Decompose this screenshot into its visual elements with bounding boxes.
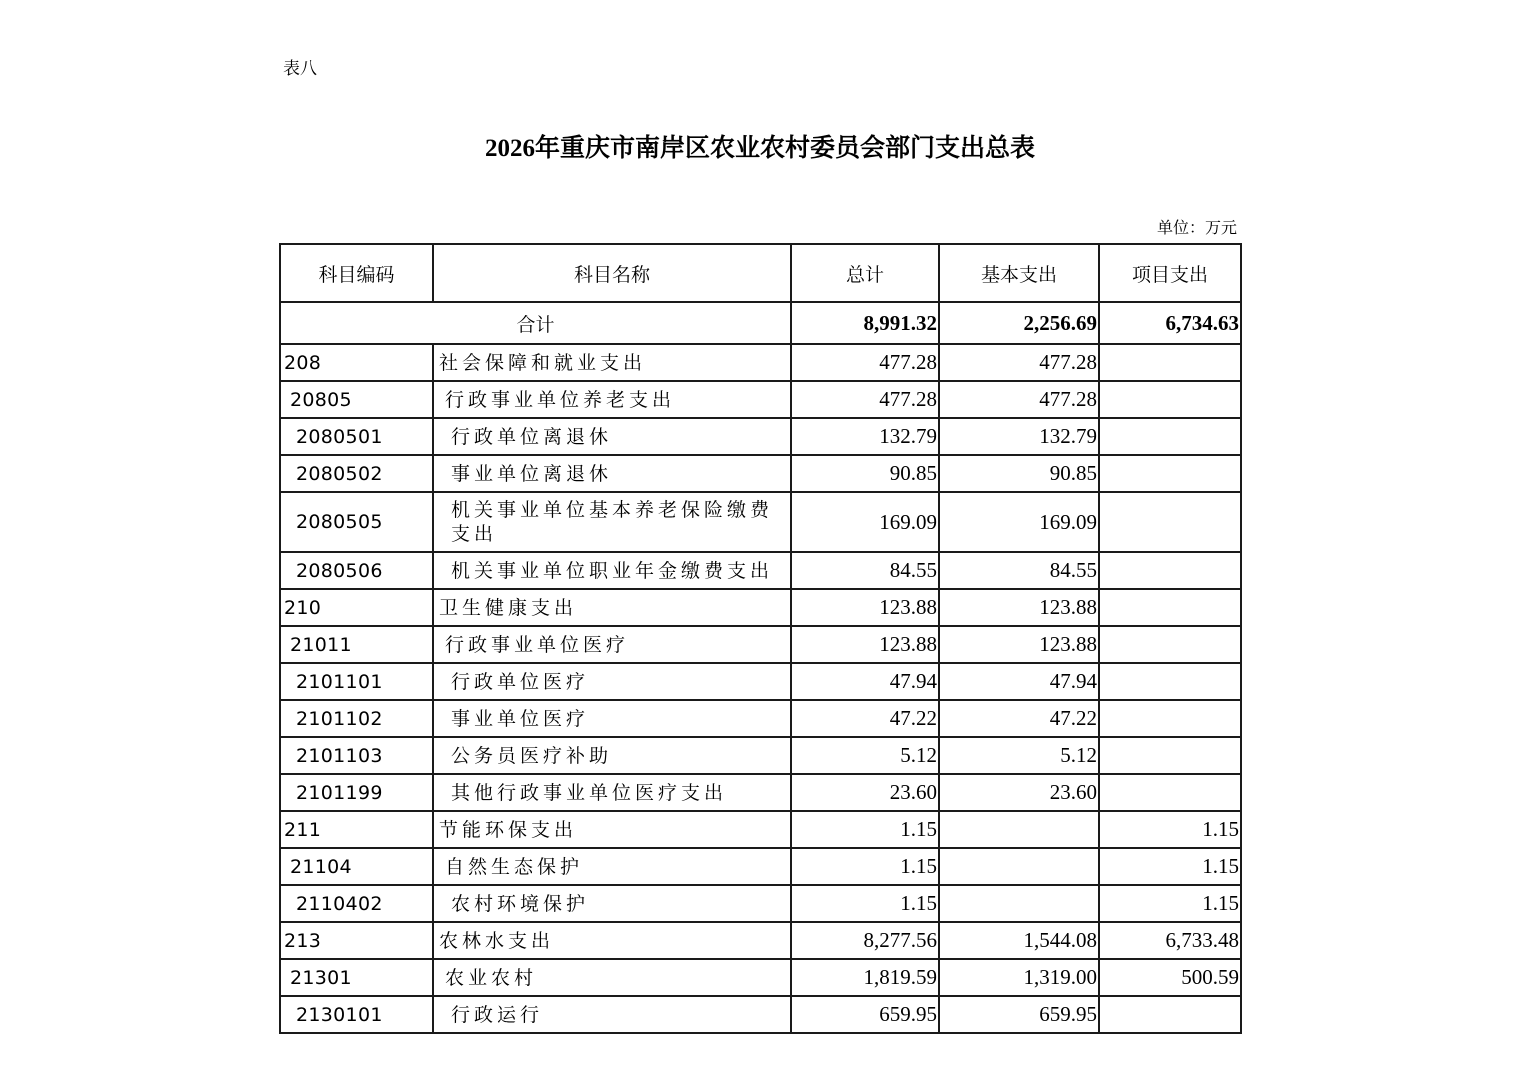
row-name: 社会保障和就业支出 — [433, 344, 791, 381]
row-basic: 1,544.08 — [939, 922, 1099, 959]
row-name: 其他行政事业单位医疗支出 — [433, 774, 791, 811]
row-basic: 477.28 — [939, 381, 1099, 418]
row-basic — [939, 885, 1099, 922]
row-total: 132.79 — [791, 418, 939, 455]
table-row — [280, 737, 1241, 774]
row-code: 2080501 — [280, 418, 433, 455]
total-label: 合计 — [280, 302, 791, 344]
row-project: 1.15 — [1099, 848, 1241, 885]
table-row — [280, 922, 1241, 959]
row-project — [1099, 455, 1241, 492]
row-basic: 23.60 — [939, 774, 1099, 811]
unit-label: 单位：万元 — [1156, 218, 1237, 237]
row-name: 事业单位离退休 — [433, 455, 791, 492]
table-row — [280, 492, 1241, 552]
row-name: 行政单位离退休 — [433, 418, 791, 455]
row-name: 事业单位医疗 — [433, 700, 791, 737]
table-row — [280, 344, 1241, 381]
row-basic: 477.28 — [939, 344, 1099, 381]
row-basic: 169.09 — [939, 492, 1099, 552]
row-total: 84.55 — [791, 552, 939, 589]
row-code: 2080506 — [280, 552, 433, 589]
table-row — [280, 418, 1241, 455]
row-project — [1099, 774, 1241, 811]
row-project: 1.15 — [1099, 885, 1241, 922]
row-name: 行政运行 — [433, 996, 791, 1033]
row-code: 210 — [280, 589, 433, 626]
table-row — [280, 848, 1241, 885]
expenditure-table — [279, 243, 1242, 1034]
row-basic: 47.22 — [939, 700, 1099, 737]
table-row — [280, 774, 1241, 811]
row-total: 1.15 — [791, 848, 939, 885]
row-code: 2101101 — [280, 663, 433, 700]
row-code: 21104 — [280, 848, 433, 885]
total-basic: 2,256.69 — [939, 302, 1099, 344]
total-row — [280, 302, 1241, 344]
row-total: 169.09 — [791, 492, 939, 552]
row-project — [1099, 626, 1241, 663]
row-total: 8,277.56 — [791, 922, 939, 959]
row-project — [1099, 344, 1241, 381]
row-basic — [939, 811, 1099, 848]
row-total: 23.60 — [791, 774, 939, 811]
row-name: 农林水支出 — [433, 922, 791, 959]
row-total: 477.28 — [791, 344, 939, 381]
row-project — [1099, 381, 1241, 418]
row-project — [1099, 589, 1241, 626]
row-total: 1,819.59 — [791, 959, 939, 996]
row-project — [1099, 737, 1241, 774]
table-row — [280, 663, 1241, 700]
row-code: 2101199 — [280, 774, 433, 811]
row-code: 208 — [280, 344, 433, 381]
row-name: 节能环保支出 — [433, 811, 791, 848]
row-code: 2080502 — [280, 455, 433, 492]
header-project: 项目支出 — [1099, 244, 1241, 302]
table-row — [280, 700, 1241, 737]
document-title: 2026年重庆市南岸区农业农村委员会部门支出总表 — [484, 135, 1035, 162]
row-code: 20805 — [280, 381, 433, 418]
row-basic: 84.55 — [939, 552, 1099, 589]
row-name: 农业农村 — [433, 959, 791, 996]
row-code: 2080505 — [280, 492, 433, 552]
row-name: 行政事业单位养老支出 — [433, 381, 791, 418]
table-row — [280, 996, 1241, 1033]
row-total: 659.95 — [791, 996, 939, 1033]
row-project: 6,733.48 — [1099, 922, 1241, 959]
table-row — [280, 885, 1241, 922]
row-code: 213 — [280, 922, 433, 959]
row-name: 机关事业单位职业年金缴费支出 — [433, 552, 791, 589]
row-project: 1.15 — [1099, 811, 1241, 848]
row-basic: 47.94 — [939, 663, 1099, 700]
table-row — [280, 811, 1241, 848]
row-total: 90.85 — [791, 455, 939, 492]
row-basic: 132.79 — [939, 418, 1099, 455]
row-project: 500.59 — [1099, 959, 1241, 996]
row-project — [1099, 552, 1241, 589]
row-total: 477.28 — [791, 381, 939, 418]
row-name: 机关事业单位基本养老保险缴费支出 — [433, 492, 791, 552]
total-total: 8,991.32 — [791, 302, 939, 344]
row-code: 211 — [280, 811, 433, 848]
header-total: 总计 — [791, 244, 939, 302]
row-total: 47.22 — [791, 700, 939, 737]
row-basic: 5.12 — [939, 737, 1099, 774]
row-project — [1099, 996, 1241, 1033]
row-project — [1099, 418, 1241, 455]
total-project: 6,734.63 — [1099, 302, 1241, 344]
table-row — [280, 589, 1241, 626]
row-total: 123.88 — [791, 626, 939, 663]
header-code: 科目编码 — [280, 244, 433, 302]
table-row — [280, 381, 1241, 418]
row-code: 2110402 — [280, 885, 433, 922]
table-row — [280, 959, 1241, 996]
header-name: 科目名称 — [433, 244, 791, 302]
row-code: 2101103 — [280, 737, 433, 774]
row-basic — [939, 848, 1099, 885]
table-row — [280, 552, 1241, 589]
table-row — [280, 626, 1241, 663]
row-basic: 123.88 — [939, 626, 1099, 663]
row-basic: 659.95 — [939, 996, 1099, 1033]
row-total: 47.94 — [791, 663, 939, 700]
table-number-label: 表八 — [283, 59, 317, 79]
row-total: 1.15 — [791, 885, 939, 922]
row-code: 21011 — [280, 626, 433, 663]
row-name: 行政事业单位医疗 — [433, 626, 791, 663]
row-code: 21301 — [280, 959, 433, 996]
row-basic: 123.88 — [939, 589, 1099, 626]
row-total: 123.88 — [791, 589, 939, 626]
row-basic: 90.85 — [939, 455, 1099, 492]
row-total: 1.15 — [791, 811, 939, 848]
row-project — [1099, 663, 1241, 700]
row-code: 2101102 — [280, 700, 433, 737]
row-total: 5.12 — [791, 737, 939, 774]
header-row — [280, 244, 1241, 302]
row-project — [1099, 700, 1241, 737]
row-name: 公务员医疗补助 — [433, 737, 791, 774]
table-row — [280, 455, 1241, 492]
row-code: 2130101 — [280, 996, 433, 1033]
row-name: 行政单位医疗 — [433, 663, 791, 700]
row-name: 自然生态保护 — [433, 848, 791, 885]
row-project — [1099, 492, 1241, 552]
row-name: 卫生健康支出 — [433, 589, 791, 626]
row-name: 农村环境保护 — [433, 885, 791, 922]
header-basic: 基本支出 — [939, 244, 1099, 302]
row-basic: 1,319.00 — [939, 959, 1099, 996]
